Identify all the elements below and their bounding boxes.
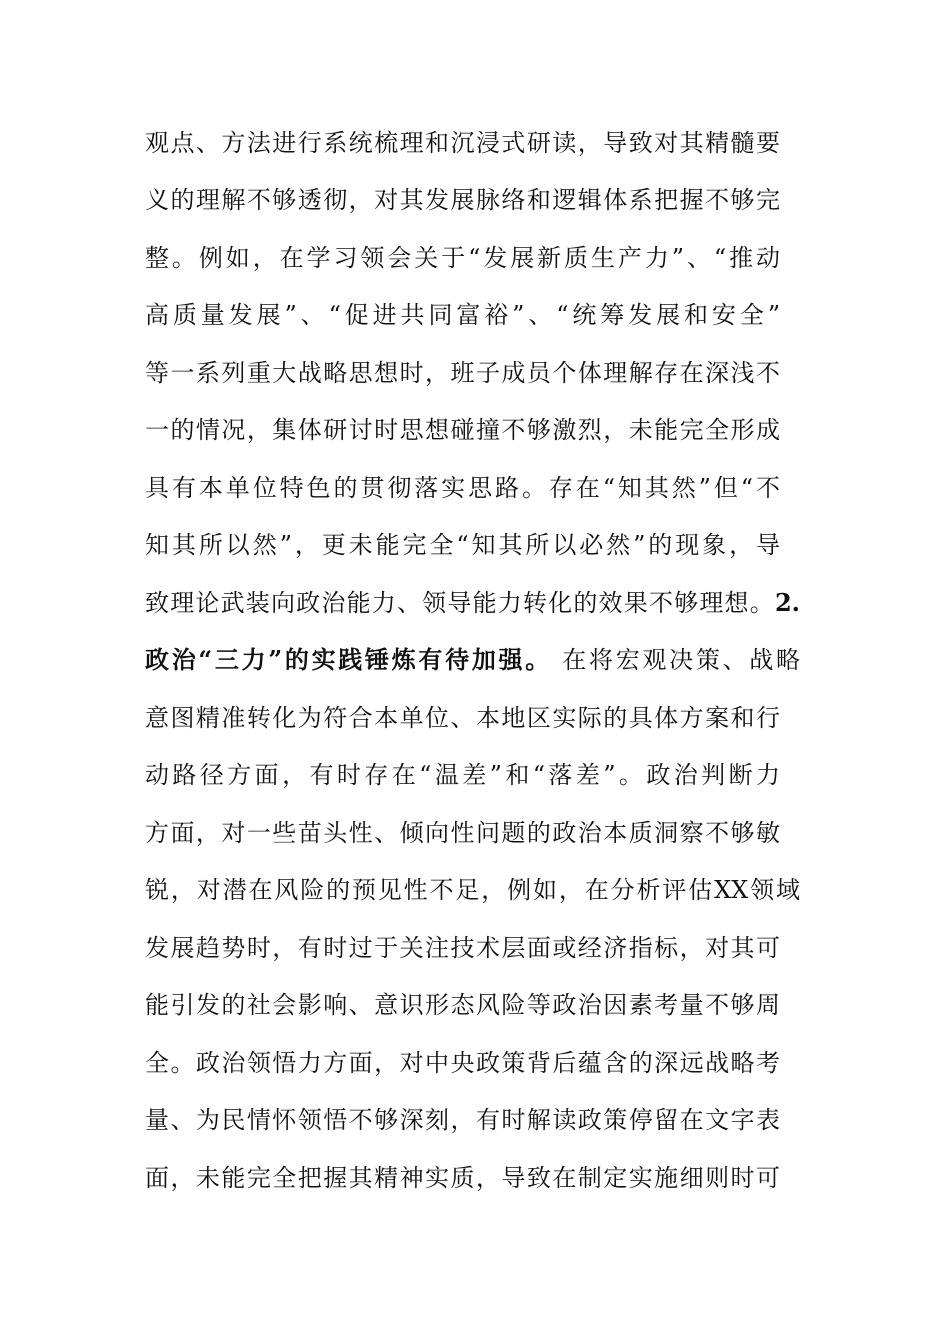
text-line: 意图精准转化为符合本单位、本地区实际的具体方案和行 — [145, 704, 780, 732]
text-line: 量、为民情怀领悟不够深刻，有时解读政策停留在文字表 — [145, 1106, 780, 1134]
text-line: 面，未能完全把握其精神实质，导致在制定实施细则时可 — [145, 1164, 780, 1192]
text-line: 锐，对潜在风险的预见性不足，例如，在分析评估XX领域 — [145, 876, 800, 904]
section-number: 2. — [774, 588, 800, 617]
text-line: 全。政治领悟力方面，对中央政策背后蕴含的深远战略考 — [145, 1049, 780, 1077]
text-line: 动路径方面，有时存在“温差”和“落差”。政治判断力 — [145, 761, 780, 789]
text-line: 发展趋势时，有时过于关注技术层面或经济指标，对其可 — [145, 934, 780, 962]
text-segment: 致理论武装向政治能力、领导能力转化的效果不够理想。 — [145, 589, 775, 617]
text-line: 观点、方法进行系统梳理和沉浸式研读，导致对其精髓要 — [145, 129, 780, 157]
section-heading: 政治“三力”的实践锤炼有待加强。 — [145, 645, 552, 674]
text-line: 高质量发展”、“促进共同富裕”、“统筹发展和安全” — [145, 301, 780, 329]
text-line — [145, 644, 800, 676]
text-line: 等一系列重大战略思想时，班子成员个体理解存在深浅不 — [145, 359, 780, 387]
text-line: 能引发的社会影响、意识形态风险等政治因素考量不够周 — [145, 991, 780, 1019]
text-line: 义的理解不够透彻，对其发展脉络和逻辑体系把握不够完 — [145, 186, 780, 214]
text-line: 方面，对一些苗头性、倾向性问题的政治本质洞察不够敏 — [145, 819, 780, 847]
text-line: 知其所以然”，更未能完全“知其所以必然”的现象，导 — [145, 531, 780, 559]
text-line: 整。例如，在学习领会关于“发展新质生产力”、“推动 — [145, 244, 780, 272]
text-segment: 在将宏观决策、战略 — [551, 646, 800, 674]
text-line: 一的情况，集体研讨时思想碰撞不够激烈，未能完全形成 — [145, 416, 780, 444]
text-line — [145, 587, 800, 619]
text-line: 具有本单位特色的贯彻落实思路。存在“知其然”但“不 — [145, 474, 780, 502]
